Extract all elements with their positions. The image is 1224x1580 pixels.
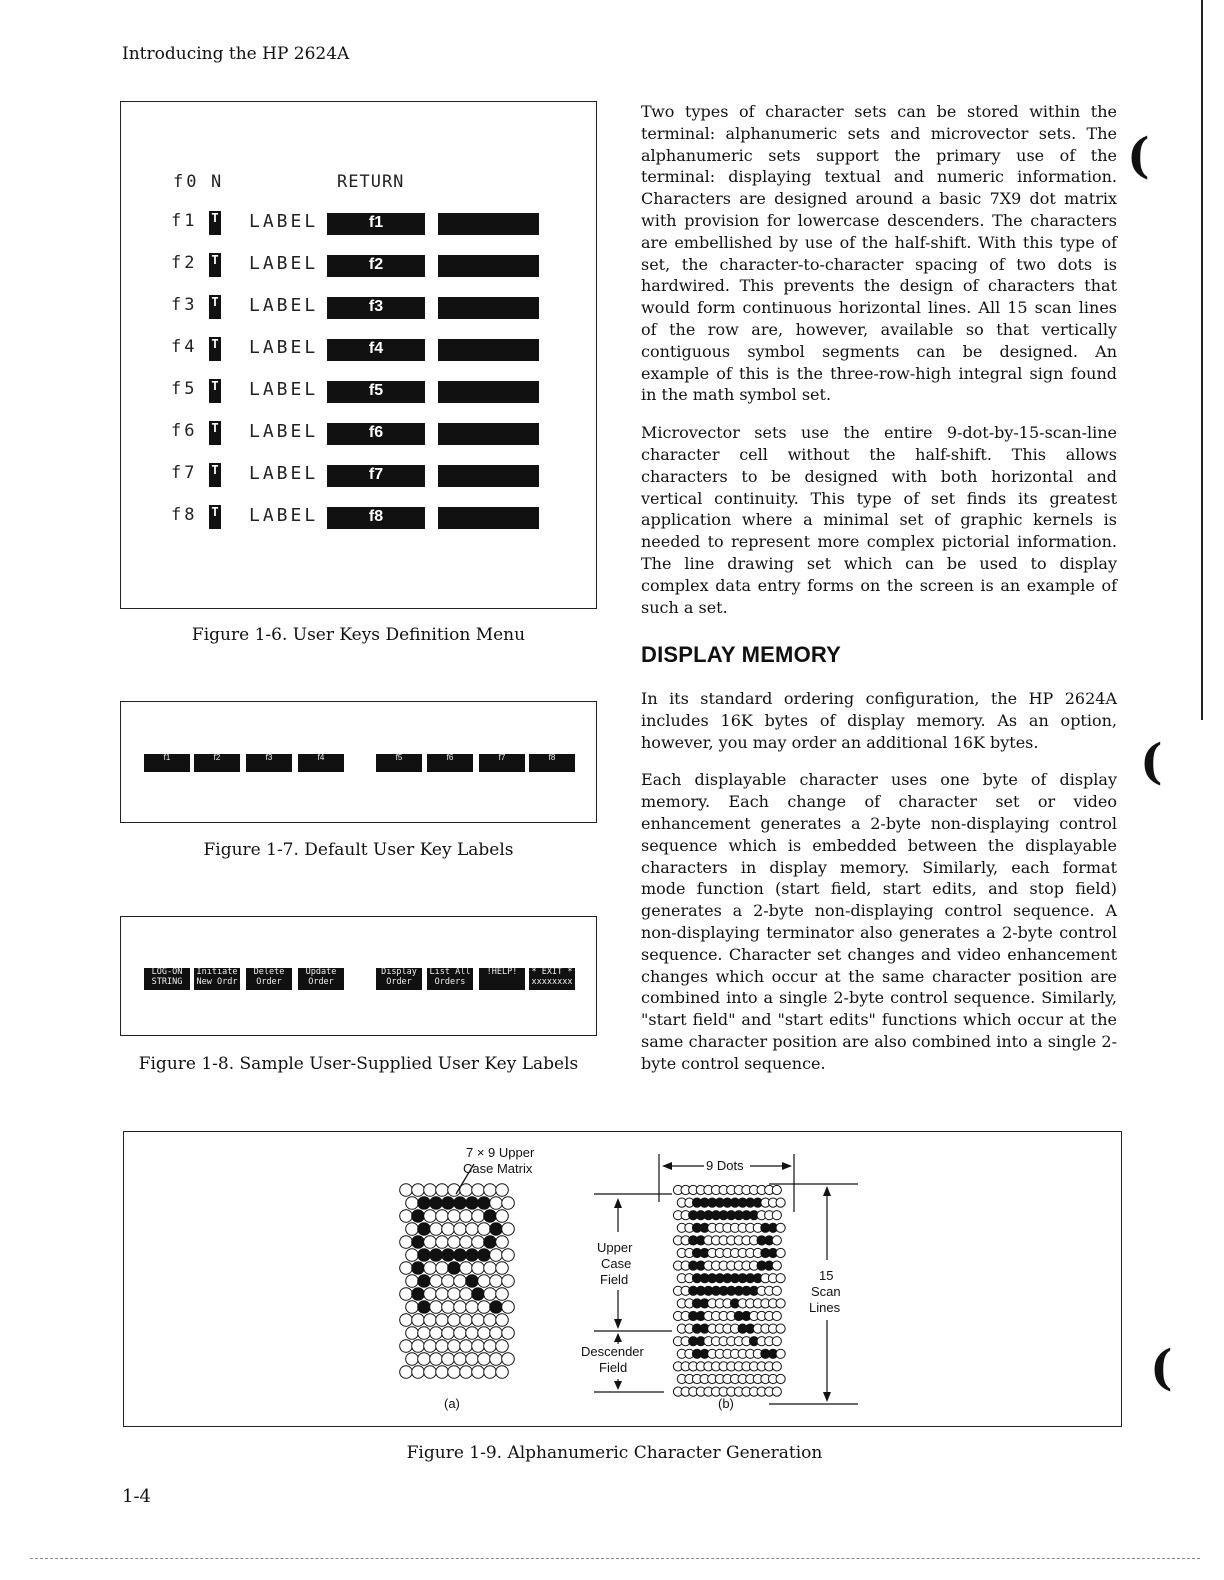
lit-dot	[490, 1223, 503, 1236]
unlit-dot	[466, 1223, 479, 1236]
user-key-label-line2: Order	[308, 976, 334, 987]
unlit-dot	[490, 1249, 503, 1262]
figure-1-8-caption: Figure 1-8. Sample User-Supplied User Key Labels	[138, 1054, 579, 1074]
unlit-dot	[776, 1299, 785, 1308]
lit-dot	[412, 1288, 425, 1301]
unlit-dot	[460, 1236, 473, 1249]
unlit-dot	[412, 1314, 425, 1327]
lit-dot	[412, 1236, 425, 1249]
unlit-dot	[406, 1301, 419, 1314]
unlit-dot	[418, 1353, 431, 1366]
lit-dot	[472, 1288, 485, 1301]
menu-row-string-field[interactable]	[438, 423, 539, 445]
margin-punch-mark-3: (	[1150, 1340, 1173, 1396]
matrix-label-line2: Case Matrix	[463, 1161, 533, 1176]
scan-label-2: Scan	[811, 1284, 841, 1299]
lit-dot	[430, 1197, 443, 1210]
figure-1-6-box	[120, 101, 597, 609]
unlit-dot	[502, 1197, 515, 1210]
unlit-dot	[460, 1314, 473, 1327]
unlit-dot	[424, 1288, 437, 1301]
default-key-label: f4	[298, 754, 344, 772]
unlit-dot	[472, 1314, 485, 1327]
unlit-dot	[772, 1185, 781, 1194]
lit-dot	[466, 1249, 479, 1262]
lit-dot	[466, 1275, 479, 1288]
page-header: Introducing the HP 2624A	[122, 44, 350, 64]
menu-header-return: RETURN	[337, 172, 405, 192]
matrix-label-line1: 7 × 9 Upper	[466, 1145, 535, 1160]
menu-row	[171, 503, 601, 533]
menu-row-type-field[interactable]: T	[209, 295, 221, 319]
menu-row-key-label[interactable]: f1	[327, 213, 425, 235]
unlit-dot	[436, 1288, 449, 1301]
unlit-dot	[472, 1184, 485, 1197]
unlit-dot	[442, 1301, 455, 1314]
unlit-dot	[448, 1236, 461, 1249]
unlit-dot	[772, 1211, 781, 1220]
menu-row-string-field[interactable]	[438, 213, 539, 235]
unlit-dot	[478, 1301, 491, 1314]
paragraph-display-memory-1: In its standard ordering configuration, the HP 2624A includes 16K bytes of display memory. As an option, however, you may order an additional 16K bytes.	[641, 689, 1117, 752]
lit-dot	[412, 1210, 425, 1223]
page-number: 1-4	[122, 1486, 151, 1507]
unlit-dot	[430, 1327, 443, 1340]
unlit-dot	[400, 1340, 413, 1353]
label-a: (a)	[444, 1396, 460, 1411]
menu-row-type-field[interactable]: T	[209, 379, 221, 403]
user-key-label	[529, 968, 575, 990]
dots-arrow-right	[782, 1162, 792, 1170]
right-binding-line	[1201, 0, 1203, 720]
menu-row	[171, 293, 601, 323]
unlit-dot	[776, 1274, 785, 1283]
user-key-label-line1: Display	[381, 968, 417, 977]
default-key-label: f7	[479, 754, 525, 772]
bottom-scan-line	[30, 1558, 1200, 1559]
dot-matrix-a	[400, 1184, 515, 1379]
default-key-label: f1	[144, 754, 190, 772]
unlit-dot	[448, 1340, 461, 1353]
unlit-dot	[442, 1353, 455, 1366]
unlit-dot	[448, 1314, 461, 1327]
menu-row-key-label[interactable]: f2	[327, 255, 425, 277]
menu-row-type-field[interactable]: T	[209, 337, 221, 361]
unlit-dot	[502, 1301, 515, 1314]
unlit-dot	[772, 1362, 781, 1371]
menu-row	[171, 251, 601, 281]
user-key-label	[194, 968, 240, 990]
menu-row-type-field[interactable]: T	[209, 421, 221, 445]
section-heading: DISPLAY MEMORY	[641, 642, 842, 667]
menu-row-string-field[interactable]	[438, 381, 539, 403]
user-key-label	[144, 968, 190, 990]
lit-dot	[466, 1197, 479, 1210]
display-memory-text	[641, 688, 1117, 1091]
scan-label-1: 15	[819, 1268, 834, 1283]
unlit-dot	[424, 1184, 437, 1197]
menu-row-function: f3	[171, 295, 198, 315]
menu-row-function: f2	[171, 253, 198, 273]
unlit-dot	[436, 1210, 449, 1223]
lit-dot	[442, 1249, 455, 1262]
user-key-label-line1: Update	[305, 968, 337, 977]
unlit-dot	[454, 1353, 467, 1366]
unlit-dot	[400, 1314, 413, 1327]
menu-row-function: f1	[171, 211, 198, 231]
label-b: (b)	[718, 1396, 734, 1411]
unlit-dot	[484, 1288, 497, 1301]
unlit-dot	[496, 1366, 509, 1379]
menu-row-label-field[interactable]: LABEL	[249, 505, 319, 526]
default-key-label: f5	[376, 754, 422, 772]
menu-row-key-label[interactable]: f7	[327, 465, 425, 487]
menu-row-type-field[interactable]: T	[209, 253, 221, 277]
unlit-dot	[436, 1340, 449, 1353]
user-key-label-line1: * EXIT *	[531, 968, 573, 977]
lit-dot	[478, 1197, 491, 1210]
lit-dot	[418, 1301, 431, 1314]
menu-row-type-field[interactable]: T	[209, 211, 221, 235]
unlit-dot	[436, 1366, 449, 1379]
unlit-dot	[424, 1366, 437, 1379]
lit-dot	[418, 1249, 431, 1262]
menu-row-label-field[interactable]: LABEL	[249, 253, 319, 274]
lit-dot	[454, 1197, 467, 1210]
menu-row-string-field[interactable]	[438, 339, 539, 361]
unlit-dot	[406, 1223, 419, 1236]
unlit-dot	[448, 1288, 461, 1301]
unlit-dot	[502, 1223, 515, 1236]
unlit-dot	[448, 1210, 461, 1223]
lit-dot	[430, 1249, 443, 1262]
menu-row-type-field[interactable]: T	[209, 463, 221, 487]
menu-header-f0: f0	[173, 172, 200, 192]
unlit-dot	[496, 1262, 509, 1275]
unlit-dot	[466, 1353, 479, 1366]
default-key-label: f6	[427, 754, 473, 772]
lit-dot	[478, 1249, 491, 1262]
figure-1-8-box	[120, 916, 597, 1036]
default-key-label: f3	[246, 754, 292, 772]
descender-label-1: Descender	[581, 1344, 644, 1359]
menu-header-n: N	[211, 172, 222, 192]
user-key-label-line1: Delete	[253, 968, 285, 977]
menu-row	[171, 335, 601, 365]
unlit-dot	[430, 1301, 443, 1314]
lit-dot	[418, 1275, 431, 1288]
menu-row-function: f5	[171, 379, 198, 399]
user-key-label-line1: Initiate	[196, 968, 238, 977]
unlit-dot	[496, 1236, 509, 1249]
menu-row-key-label[interactable]: f6	[327, 423, 425, 445]
menu-row-string-field[interactable]	[438, 507, 539, 529]
unlit-dot	[442, 1275, 455, 1288]
unlit-dot	[496, 1340, 509, 1353]
unlit-dot	[484, 1314, 497, 1327]
unlit-dot	[496, 1288, 509, 1301]
unlit-dot	[490, 1197, 503, 1210]
figure-1-6-caption: Figure 1-6. User Keys Definition Menu	[191, 625, 526, 645]
unlit-dot	[424, 1236, 437, 1249]
lit-dot	[484, 1210, 497, 1223]
unlit-dot	[484, 1366, 497, 1379]
unlit-dot	[772, 1261, 781, 1270]
unlit-dot	[424, 1262, 437, 1275]
unlit-dot	[490, 1327, 503, 1340]
unlit-dot	[418, 1327, 431, 1340]
unlit-dot	[460, 1340, 473, 1353]
unlit-dot	[472, 1366, 485, 1379]
menu-row-key-label[interactable]: f4	[327, 339, 425, 361]
unlit-dot	[472, 1236, 485, 1249]
unlit-dot	[460, 1288, 473, 1301]
figure-1-7-box	[120, 701, 597, 823]
menu-row-type-field[interactable]: T	[209, 505, 221, 529]
menu-row-label-field[interactable]: LABEL	[249, 211, 319, 232]
unlit-dot	[406, 1275, 419, 1288]
scan-label-3: Lines	[809, 1300, 841, 1315]
user-key-label-line2: Orders	[434, 976, 466, 987]
unlit-dot	[772, 1286, 781, 1295]
lit-dot	[418, 1197, 431, 1210]
upper-field-label-2: Case	[601, 1256, 632, 1271]
unlit-dot	[442, 1327, 455, 1340]
unlit-dot	[400, 1288, 413, 1301]
unlit-dot	[772, 1311, 781, 1320]
menu-row-label-field[interactable]: LABEL	[249, 337, 319, 358]
unlit-dot	[478, 1223, 491, 1236]
unlit-dot	[776, 1349, 785, 1358]
unlit-dot	[776, 1324, 785, 1333]
user-key-label-line1: LOG-ON	[151, 968, 183, 977]
menu-row-label-field[interactable]: LABEL	[249, 463, 319, 484]
unlit-dot	[478, 1275, 491, 1288]
unlit-dot	[424, 1210, 437, 1223]
unlit-dot	[424, 1314, 437, 1327]
default-key-label: f8	[529, 754, 575, 772]
user-key-label-line2: STRING	[151, 976, 183, 987]
unlit-dot	[436, 1236, 449, 1249]
figure-1-9-box	[123, 1131, 1122, 1427]
unlit-dot	[502, 1327, 515, 1340]
unlit-dot	[496, 1184, 509, 1197]
margin-punch-mark-1: (	[1127, 128, 1150, 184]
unlit-dot	[776, 1374, 785, 1383]
unlit-dot	[772, 1387, 781, 1396]
unlit-dot	[454, 1223, 467, 1236]
unlit-dot	[400, 1236, 413, 1249]
user-key-label	[479, 968, 525, 990]
unlit-dot	[424, 1340, 437, 1353]
unlit-dot	[460, 1262, 473, 1275]
lit-dot	[490, 1301, 503, 1314]
menu-row-label-field[interactable]: LABEL	[249, 295, 319, 316]
margin-punch-mark-2: (	[1140, 734, 1163, 790]
lit-dot	[412, 1262, 425, 1275]
unlit-dot	[400, 1366, 413, 1379]
user-key-label-line2: Order	[256, 976, 282, 987]
body-text-column	[641, 101, 1117, 634]
unlit-dot	[400, 1184, 413, 1197]
menu-row-function: f7	[171, 463, 198, 483]
unlit-dot	[400, 1262, 413, 1275]
unlit-dot	[460, 1366, 473, 1379]
menu-row	[171, 461, 601, 491]
unlit-dot	[496, 1314, 509, 1327]
lit-dot	[454, 1249, 467, 1262]
user-key-label	[298, 968, 344, 990]
paragraph-display-memory-2: Each displayable character uses one byte of display memory. Each change of character set or video enhancement generates a 2-byte non-displaying control sequence which is embedded between the displayable characters in display memory. Similarly, each format mode function (start field, start edits, and stop field) generates a 2-byte non-displaying control sequence. A non-displaying terminator also generates a 2-byte control sequence. Character set changes and video enhancement changes which occur at the same character position are combined into a single 2-byte control sequence. Similarly, "start field" and "start edits" functions which occur at the same character position are also combined into a single 2-byte control sequence.	[641, 770, 1117, 1073]
menu-row-string-field[interactable]	[438, 255, 539, 277]
menu-row-label-field[interactable]: LABEL	[249, 421, 319, 442]
user-key-label	[376, 968, 422, 990]
paragraph-character-sets: Two types of character sets can be stored within the terminal: alphanumeric sets and microvector sets. The alphanumeric sets support the primary use of the terminal: displaying textual and numeric information. Characters are designed around a basic 7X9 dot matrix with provision for lowercase descenders. The characters are embellished by use of the half-shift. With this type of set, the character-to-character spacing of two dots is hardwired. This prevents the design of characters that would form continuous horizontal lines. All 15 scan lines of the row are, however, available so that vertically contiguous symbol segments can be designed. An example of this is the three-row-high integral sign found in the math symbol set.	[641, 102, 1117, 405]
user-key-label-line2: Order	[386, 976, 412, 987]
menu-row-key-label[interactable]: f5	[327, 381, 425, 403]
unlit-dot	[454, 1301, 467, 1314]
unlit-dot	[776, 1248, 785, 1257]
user-key-label-line1: !HELP!	[486, 968, 518, 977]
lit-dot	[448, 1262, 461, 1275]
unlit-dot	[406, 1197, 419, 1210]
menu-row-key-label[interactable]: f3	[327, 297, 425, 319]
figure-1-9-caption: Figure 1-9. Alphanumeric Character Generation	[406, 1443, 823, 1463]
menu-row-function: f8	[171, 505, 198, 525]
menu-row-function: f6	[171, 421, 198, 441]
unlit-dot	[442, 1223, 455, 1236]
user-key-label-line2: New Ordr	[196, 976, 238, 987]
unlit-dot	[484, 1262, 497, 1275]
menu-row	[171, 209, 601, 239]
unlit-dot	[454, 1327, 467, 1340]
dot-matrix-b	[673, 1185, 785, 1396]
unlit-dot	[412, 1366, 425, 1379]
upper-field-label-1: Upper	[597, 1240, 633, 1255]
unlit-dot	[776, 1198, 785, 1207]
lit-dot	[484, 1236, 497, 1249]
menu-row-key-label[interactable]: f8	[327, 507, 425, 529]
unlit-dot	[460, 1210, 473, 1223]
unlit-dot	[490, 1353, 503, 1366]
unlit-dot	[478, 1327, 491, 1340]
unlit-dot	[448, 1366, 461, 1379]
unlit-dot	[502, 1249, 515, 1262]
lit-dot	[442, 1197, 455, 1210]
unlit-dot	[406, 1353, 419, 1366]
menu-row	[171, 419, 601, 449]
unlit-dot	[430, 1353, 443, 1366]
unlit-dot	[472, 1210, 485, 1223]
unlit-dot	[472, 1340, 485, 1353]
unlit-dot	[436, 1314, 449, 1327]
menu-row-string-field[interactable]	[438, 297, 539, 319]
upper-field-label-3: Field	[600, 1272, 629, 1287]
unlit-dot	[478, 1353, 491, 1366]
unlit-dot	[484, 1184, 497, 1197]
unlit-dot	[412, 1184, 425, 1197]
user-key-label	[427, 968, 473, 990]
unlit-dot	[436, 1262, 449, 1275]
unlit-dot	[430, 1223, 443, 1236]
dots-label: 9 Dots	[706, 1158, 744, 1173]
unlit-dot	[772, 1236, 781, 1245]
menu-row-function: f4	[171, 337, 198, 357]
unlit-dot	[406, 1327, 419, 1340]
dots-arrow-left	[662, 1162, 672, 1170]
menu-row-label-field[interactable]: LABEL	[249, 379, 319, 400]
unlit-dot	[472, 1262, 485, 1275]
user-key-label	[246, 968, 292, 990]
unlit-dot	[772, 1337, 781, 1346]
menu-row	[171, 377, 601, 407]
default-key-label: f2	[194, 754, 240, 772]
descender-label-2: Field	[599, 1360, 628, 1375]
menu-row-string-field[interactable]	[438, 465, 539, 487]
unlit-dot	[466, 1327, 479, 1340]
unlit-dot	[406, 1249, 419, 1262]
unlit-dot	[400, 1210, 413, 1223]
unlit-dot	[430, 1275, 443, 1288]
user-key-label-line1: List All	[429, 968, 471, 977]
unlit-dot	[496, 1210, 509, 1223]
unlit-dot	[412, 1340, 425, 1353]
unlit-dot	[436, 1184, 449, 1197]
paragraph-microvector-sets: Microvector sets use the entire 9-dot-by-15-scan-line character cell without the half-shift. This allows characters to be designed with both horizontal and vertical continuity. This type of set finds its greatest application where a minimal set of graphic kernels is needed to represent more complex pictorial information. The line drawing set which can be used to display complex data entry forms on the screen is an example of such a set.	[641, 423, 1117, 617]
unlit-dot	[776, 1223, 785, 1232]
unlit-dot	[454, 1275, 467, 1288]
unlit-dot	[502, 1353, 515, 1366]
lit-dot	[418, 1223, 431, 1236]
unlit-dot	[466, 1301, 479, 1314]
figure-1-7-caption: Figure 1-7. Default User Key Labels	[203, 840, 514, 860]
unlit-dot	[484, 1340, 497, 1353]
unlit-dot	[490, 1275, 503, 1288]
unlit-dot	[502, 1275, 515, 1288]
user-key-label-line2: xxxxxxxx	[531, 976, 573, 987]
